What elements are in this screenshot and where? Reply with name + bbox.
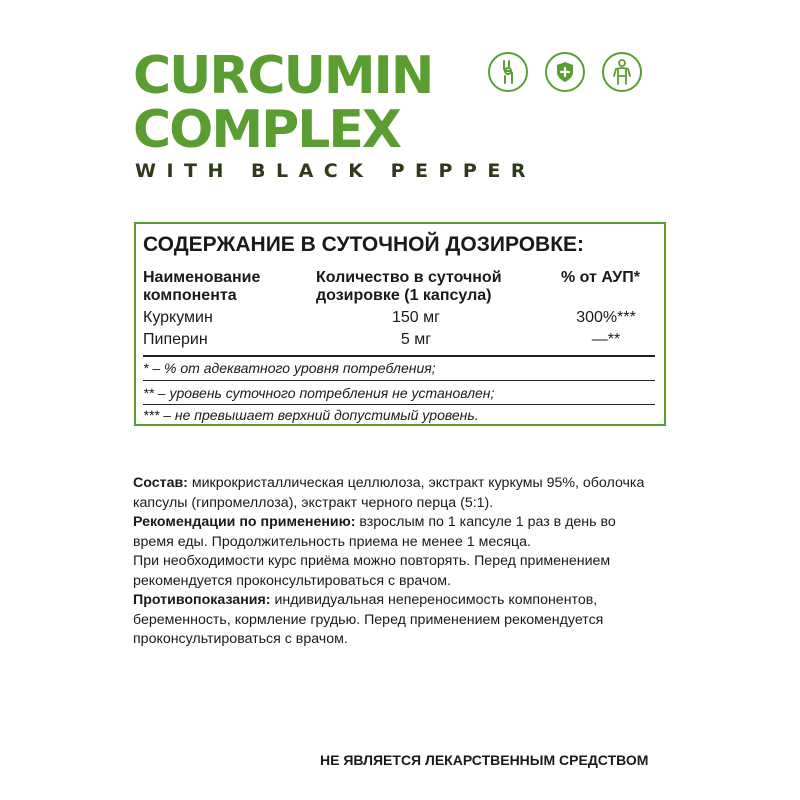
header-amount-line1: Количество в суточной <box>316 269 502 286</box>
row-curcumin-percent: 300%*** <box>576 309 636 326</box>
nutrition-table <box>134 222 666 426</box>
table-divider <box>143 380 655 381</box>
row-piperine-percent: —** <box>591 331 621 348</box>
composition-label: Состав: <box>133 475 188 491</box>
header-component-line1: Наименование <box>143 269 261 286</box>
shield-plus-icon <box>545 52 585 92</box>
contra-text: индивидуальная непереносимость компонентов, беременность, кормление грудью. Перед применением рекомендуется проконсультироваться с врачом. <box>133 592 604 647</box>
row-curcumin-amount: 150 мг <box>392 309 440 326</box>
contra-paragraph <box>133 591 653 650</box>
product-title-line2: COMPLEX <box>133 100 400 160</box>
product-description <box>133 474 653 650</box>
footnote-1: * – % от адекватного уровня потребления; <box>143 360 436 376</box>
composition-paragraph <box>133 474 653 513</box>
body-icon <box>602 52 642 92</box>
footnote-2: ** – уровень суточного потребления не установлен; <box>143 385 495 401</box>
usage-label: Рекомендации по применению: <box>133 514 356 530</box>
table-divider <box>143 355 655 357</box>
table-title: СОДЕРЖАНИЕ В СУТОЧНОЙ ДОЗИРОВКЕ: <box>143 233 585 256</box>
footnote-3: *** – не превышает верхний допустимый уровень. <box>143 407 479 423</box>
disclaimer: НЕ ЯВЛЯЕТСЯ ЛЕКАРСТВЕННЫМ СРЕДСТВОМ <box>320 752 649 768</box>
product-subtitle: WITH BLACK PEPPER <box>135 160 536 182</box>
header-amount <box>316 269 502 305</box>
contra-label: Противопоказания: <box>133 592 271 608</box>
row-piperine-name: Пиперин <box>143 331 208 348</box>
table-divider <box>143 404 655 405</box>
usage-extra: При необходимости курс приёма можно повторять. Перед применением рекомендуется проконсультироваться с врачом. <box>133 553 611 589</box>
row-piperine-amount: 5 мг <box>400 331 432 348</box>
header-component-line2: компонента <box>143 287 237 304</box>
benefit-icons <box>488 52 642 92</box>
header-component <box>143 269 260 305</box>
header-amount-line2: дозировке (1 капсула) <box>316 287 492 304</box>
header-percent: % от АУП* <box>561 269 640 286</box>
product-title-line1: CURCUMIN <box>133 46 433 106</box>
composition-text: микрокристаллическая целлюлоза, экстракт куркумы 95%, оболочка капсулы (гипромеллоза), экстракт черного перца (5:1). <box>133 475 645 511</box>
joint-icon <box>488 52 528 92</box>
row-curcumin-name: Куркумин <box>143 309 213 326</box>
usage-text: взрослым по 1 капсуле 1 раз в день во время еды. Продолжительность приема не менее 1 месяца. <box>133 514 616 550</box>
usage-paragraph <box>133 513 653 552</box>
